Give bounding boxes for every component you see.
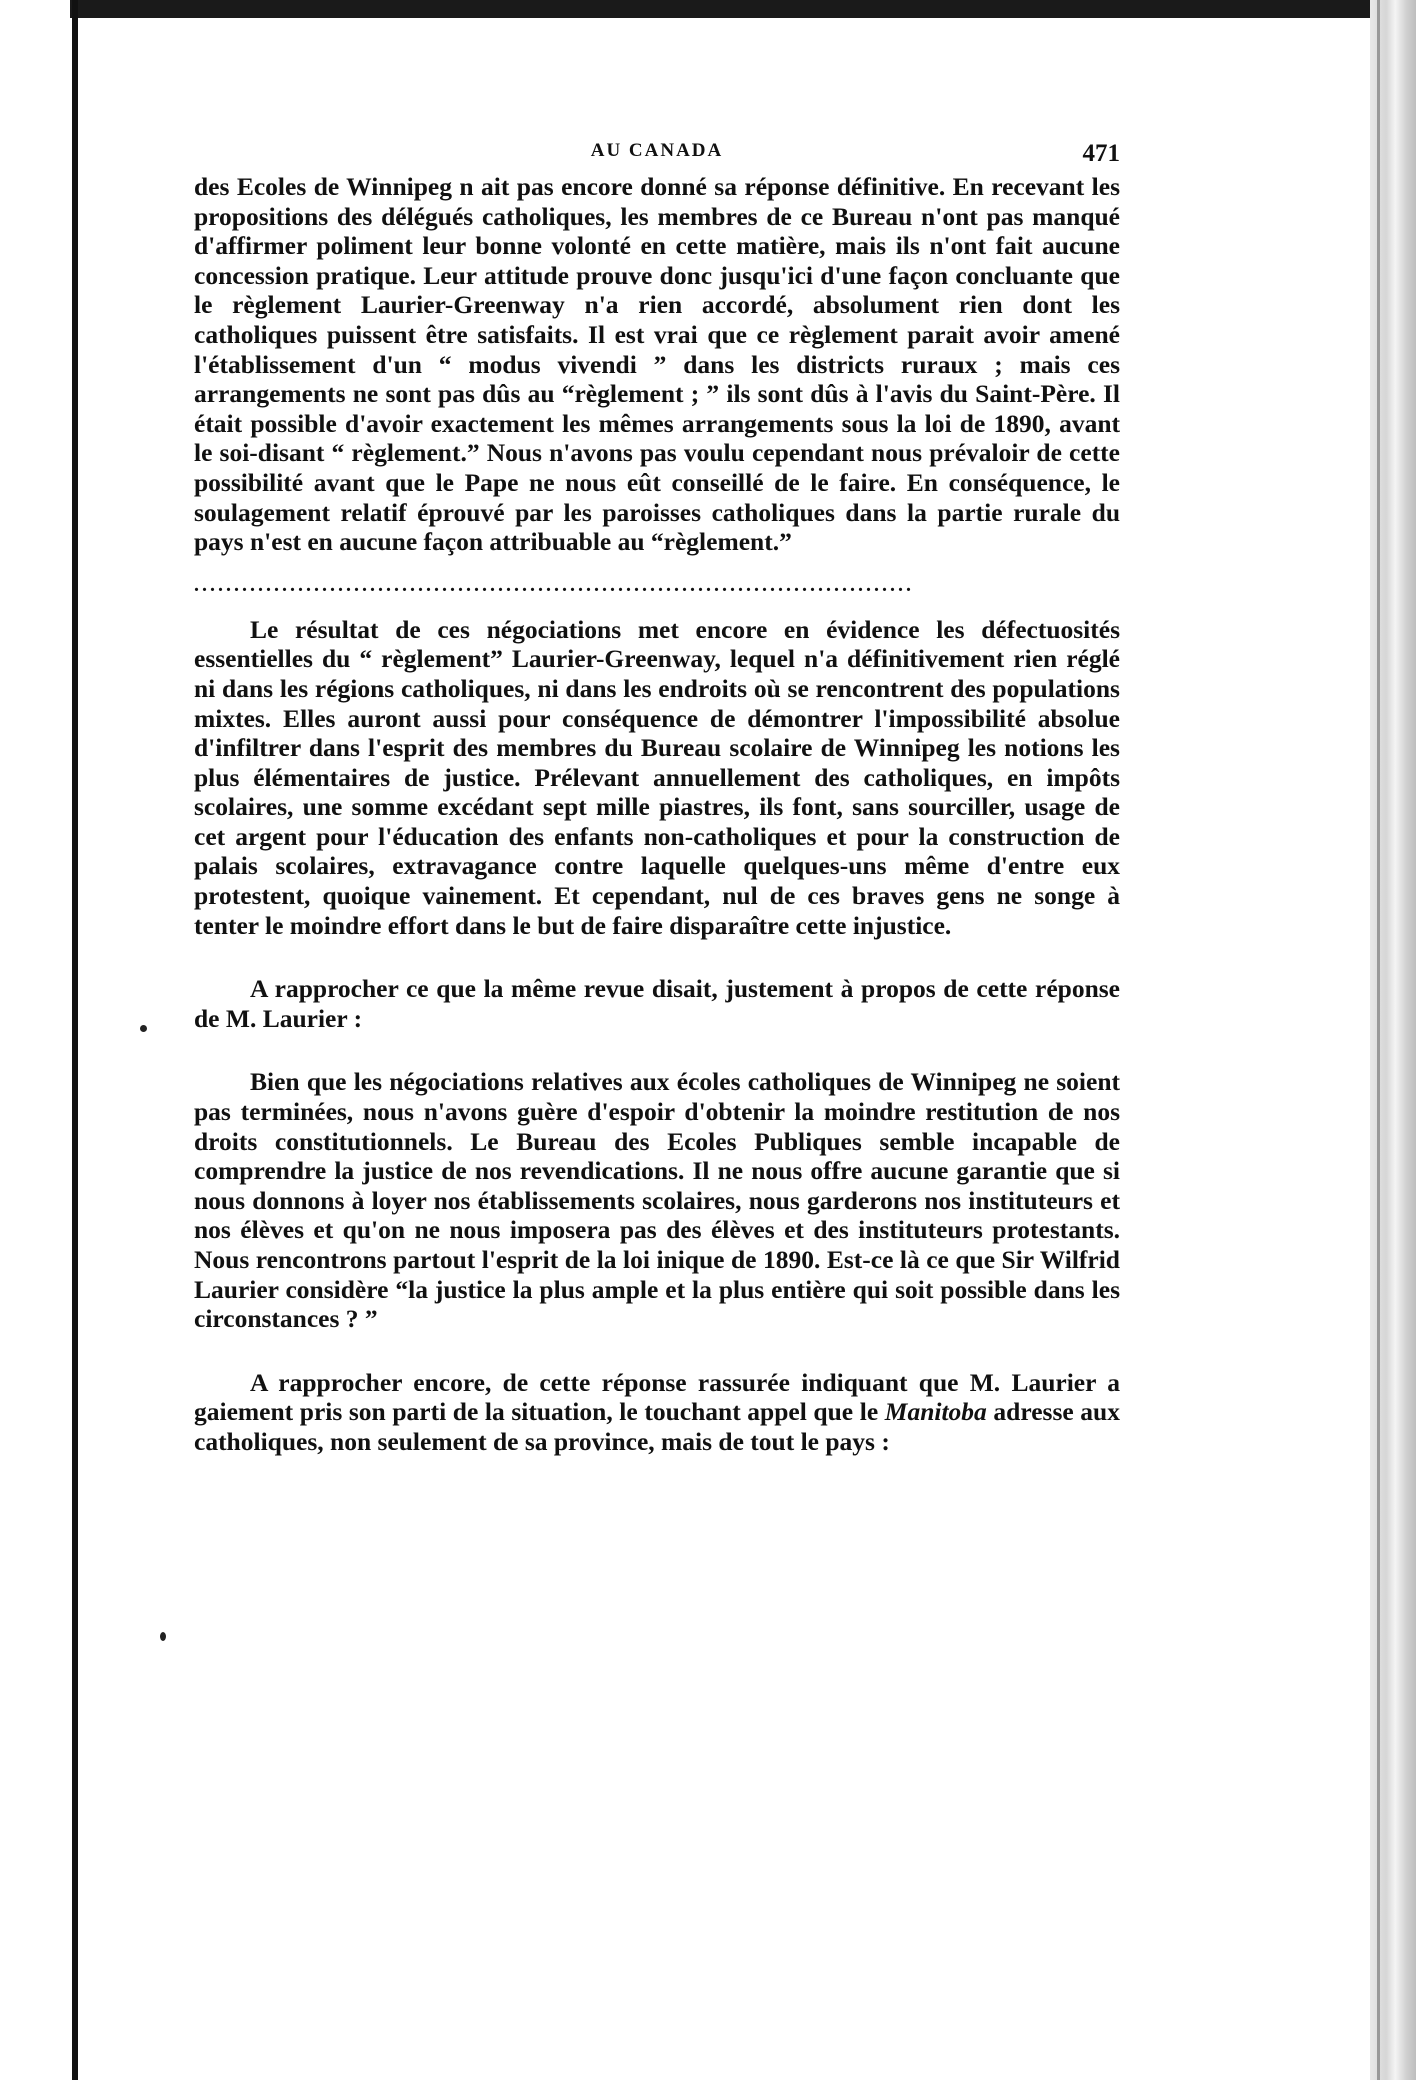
newspaper-title: Manitoba bbox=[884, 1397, 987, 1427]
scan-left-margin bbox=[0, 0, 70, 2080]
dotted-separator: .......................................................................................... bbox=[194, 574, 914, 595]
scan-left-border bbox=[72, 0, 78, 2080]
scan-speck bbox=[140, 1025, 147, 1032]
scan-top-border bbox=[0, 0, 1416, 18]
closing-text-start: A rapprocher encore, de cette réponse rassurée indiquant que M. Laurier a gaiement pris son parti de la situation, le touchant appel que le bbox=[194, 1367, 1120, 1427]
paragraph-negotiations-result: Le résultat de ces négociations met encore en évidence les défectuosités essentielles du “ règlement” Laurier-Greenway, lequel n'a définitivement rien réglé ni dans les régions catholiques, ni dans les endroits où se rencontrent des populations mixtes. Elles auront aussi pour conséquence de démontrer l'impossibilité absolue d'infiltrer dans l'esprit des membres du Bureau scolaire de Winnipeg les notions les plus élémentaires de justice. Prélevant annuellement des catholiques, en impôts scolaires, une somme excédant sept mille piastres, ils font, sans sourciller, usage de cet argent pour l'éducation des enfants non-catholiques et pour la construction de palais scolaires, extravagance contre laquelle quelques-uns même d'entre eux protestent, quoique vainement. Et cependant, nul de ces braves gens ne songe à tenter le moindre effort dans le but de faire disparaître cette injustice. bbox=[194, 614, 1120, 940]
paragraph-quotation: Bien que les négociations relatives aux écoles catholiques de Winnipeg ne soient pas terminées, nous n'avons guère d'espoir d'obtenir la moindre restitution de nos droits constitutionnels. Le Bureau des Ecoles Publiques semble incapable de comprendre la justice de nos revendications. Il ne nous offre aucune garantie que si nous donnons à loyer nos établissements scolaires, nous garderons nos instituteurs et nos élèves et qu'on ne nous imposera pas des élèves et des instituteurs protestants. Nous rencontrons partout l'esprit de la loi inique de 1890. Est-ce là ce que Sir Wilfrid Laurier considère “la justice la plus ample et la plus entière qui soit possible dans les circonstances ? ” bbox=[194, 1067, 1120, 1334]
scan-speck bbox=[160, 1632, 166, 1641]
page-number: 471 bbox=[1082, 140, 1120, 167]
paragraph-review-intro: A rapprocher ce que la même revue disait, justement à propos de cette réponse de M. Laurier : bbox=[194, 974, 1120, 1033]
paragraph-continued: des Ecoles de Winnipeg n ait pas encore donné sa réponse définitive. En recevant les propositions des délégués catholiques, les membres de ce Bureau n'ont pas manqué d'affirmer poliment leur bonne volonté en cette matière, mais ils n'ont fait aucune concession pratique. Leur attitude prouve donc jusqu'ici d'une façon concluante que le règlement Laurier-Greenway n'a rien accordé, absolument rien dont les catholiques puissent être satisfaits. Il est vrai que ce règlement parait avoir amené l'établissement d'un “ modus vivendi ” dans les districts ruraux ; mais ces arrangements ne sont pas dûs au “règlement ; ” ils sont dûs à l'avis du Saint-Père. Il était possible d'avoir exactement les mêmes arrangements sous la loi de 1890, avant le soi-disant “ règlement.” Nous n'avons pas voulu cependant nous prévaloir de cette possibilité avant que le Pape ne nous eût conseillé de le faire. En conséquence, le soulagement relatif éprouvé par les paroisses catholiques dans la partie rurale du pays n'est en aucune façon attribuable au “règlement.” bbox=[194, 172, 1120, 557]
running-title: AU CANADA bbox=[590, 140, 724, 161]
scan-right-border bbox=[1377, 0, 1380, 2080]
book-page bbox=[194, 128, 1120, 1457]
running-head bbox=[194, 128, 1120, 172]
closing-text-end: adresse aux catholiques, non seulement de sa province, mais de tout le pays : bbox=[194, 1397, 1120, 1456]
paragraph-closing bbox=[194, 1368, 1120, 1457]
